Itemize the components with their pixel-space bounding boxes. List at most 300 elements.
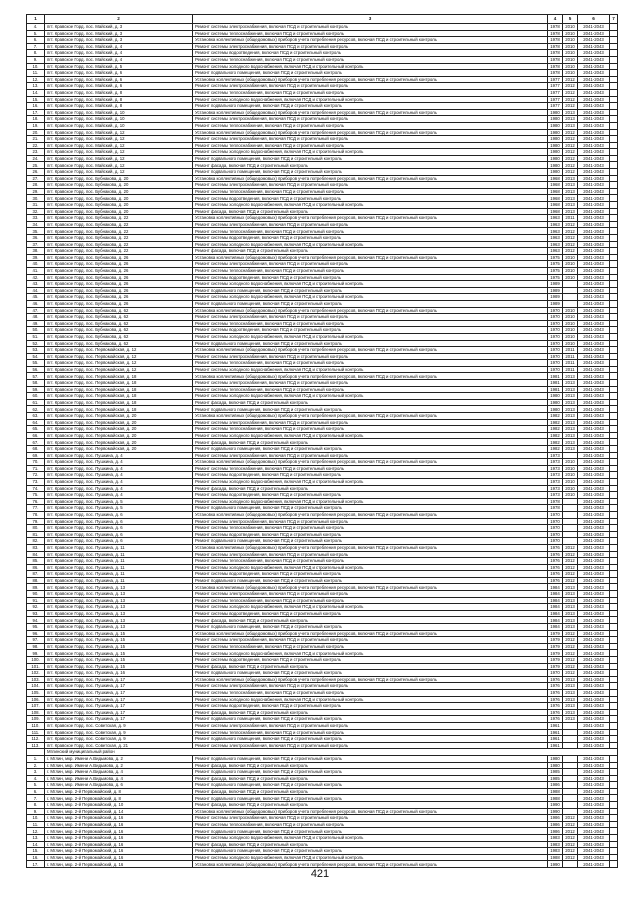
extra-cell	[610, 340, 618, 347]
period-cell: 2041-2043	[578, 755, 610, 762]
table-row	[27, 83, 618, 90]
period-cell: 2041-2043	[578, 676, 610, 683]
work-type-cell: Ремонт системы электроснабжения, включая ПСД и строительный контроль	[193, 43, 548, 50]
build-year-cell: 1975	[548, 274, 563, 281]
repair-year-cell	[563, 769, 578, 776]
row-number-cell: 101.	[27, 663, 45, 670]
table-row	[27, 386, 618, 393]
table-row	[27, 683, 618, 690]
repair-year-cell: 2010	[563, 492, 578, 499]
build-year-cell: 1970	[548, 307, 563, 314]
period-cell: 2041-2043	[578, 511, 610, 518]
build-year-cell: 1963	[548, 221, 563, 228]
table-row	[27, 459, 618, 466]
work-type-cell: Ремонт системы теплоснабжения, включая ПСД и строительный контроль	[193, 643, 548, 650]
period-cell: 2041-2043	[578, 775, 610, 782]
table-row	[27, 571, 618, 578]
row-number-cell: 104.	[27, 683, 45, 690]
repair-year-cell: 2013	[563, 617, 578, 624]
table-row	[27, 531, 618, 538]
build-year-cell: 1984	[548, 617, 563, 624]
work-type-cell: Ремонт системы электроснабжения, включая ПСД и строительный контроль	[193, 591, 548, 598]
repair-year-cell	[563, 531, 578, 538]
period-cell: 2041-2043	[578, 736, 610, 743]
address-cell: г. Мглин, мкр. Имени А.Видьмова, д. 4	[45, 769, 193, 776]
row-number-cell: 76.	[27, 498, 45, 505]
row-number-cell: 12.	[27, 828, 45, 835]
address-cell: пгт. Кравское Горд. пос. Майский, д. 12	[45, 142, 193, 149]
period-cell: 2041-2043	[578, 24, 610, 31]
period-cell: 2041-2043	[578, 722, 610, 729]
work-type-cell: Ремонт системы водоотведения, включая ПСД и строительный контроль	[193, 472, 548, 479]
period-cell: 2041-2043	[578, 663, 610, 670]
work-type-cell: Ремонт подвального помещения, включая ПСД и строительный контроль	[193, 287, 548, 294]
build-year-cell: 1970	[548, 320, 563, 327]
address-cell: пгт. Кравское Горд. пос. Бубнакова, д. 26	[45, 300, 193, 307]
table-row	[27, 30, 618, 37]
address-cell: пгт. Кравское Горд. пос. Пушкина, д. 15	[45, 637, 193, 644]
build-year-cell: 1980	[548, 155, 563, 162]
address-cell: пгт. Кравское Горд. пос. Пушкина, д. 4	[45, 465, 193, 472]
extra-cell	[610, 676, 618, 683]
repair-year-cell: 2012	[563, 564, 578, 571]
row-number-cell: 112.	[27, 736, 45, 743]
work-type-cell: Ремонт системы холодного водоснабжения, включая ПСД и строительный контроль	[193, 241, 548, 248]
repair-year-cell: 2012	[563, 248, 578, 255]
extra-cell	[610, 149, 618, 156]
extra-cell	[610, 380, 618, 387]
work-type-cell: Ремонт подвального помещения, включая ПСД и строительный контроль	[193, 782, 548, 789]
address-cell: пгт. Кравское Горд. пос. Пушкина, д. 4	[45, 485, 193, 492]
repair-year-cell: 2012	[563, 551, 578, 558]
extra-cell	[610, 683, 618, 690]
table-row	[27, 518, 618, 525]
address-cell: пгт. Кравское Горд. пос. Пушкина, д. 11	[45, 558, 193, 565]
work-type-cell: Ремонт системы водоотведения, включая ПСД и строительный контроль	[193, 195, 548, 202]
table-row	[27, 136, 618, 143]
row-number-cell: 9.	[27, 56, 45, 63]
period-cell: 2041-2043	[578, 37, 610, 44]
period-cell: 2041-2043	[578, 670, 610, 677]
work-type-cell: Ремонт подвального помещения, включая ПСД и строительный контроль	[193, 848, 548, 855]
period-cell: 2041-2043	[578, 769, 610, 776]
extra-cell	[610, 446, 618, 453]
row-number-cell: 45.	[27, 294, 45, 301]
address-cell: пгт. Кравское Горд. пос. Бубнакова, д. 26	[45, 274, 193, 281]
table-row	[27, 848, 618, 855]
table-row	[27, 76, 618, 83]
row-number-cell: 105.	[27, 689, 45, 696]
extra-cell	[610, 215, 618, 222]
extra-cell	[610, 307, 618, 314]
address-cell: пгт. Кравское Горд. пос. Майский, д. 12	[45, 136, 193, 143]
extra-cell	[610, 538, 618, 545]
repair-year-cell	[563, 281, 578, 288]
page-number: 421	[310, 868, 330, 880]
build-year-cell: 1986	[548, 828, 563, 835]
build-year-cell: 1978	[548, 30, 563, 37]
row-number-cell: 71.	[27, 465, 45, 472]
period-cell: 2041-2043	[578, 518, 610, 525]
work-type-cell: Ремонт системы теплоснабжения, включая ПСД и строительный контроль	[193, 89, 548, 96]
table-row	[27, 828, 618, 835]
work-type-cell: Установка коллективных (общедомовых) приборов учета потребления ресурсов, включая ПСД и строительный контроль	[193, 630, 548, 637]
row-number-cell: 10.	[27, 63, 45, 70]
work-type-cell: Установка коллективных (общедомовых) приборов учета потребления ресурсов, включая ПСД и строительный контроль	[193, 808, 548, 815]
table-row	[27, 287, 618, 294]
extra-cell	[610, 248, 618, 255]
build-year-cell: 1980	[548, 169, 563, 176]
period-cell: 2041-2043	[578, 432, 610, 439]
work-type-cell: Ремонт системы водоотведения, включая ПСД и строительный контроль	[193, 531, 548, 538]
period-cell: 2041-2043	[578, 472, 610, 479]
address-cell: г. Мглин, мкр. 2-й Первомайский, д. 16	[45, 821, 193, 828]
table-row	[27, 426, 618, 433]
repair-year-cell	[563, 861, 578, 868]
work-type-cell: Ремонт системы холодного водоснабжения, включая ПСД и строительный контроль	[193, 564, 548, 571]
address-cell: пгт. Кравское Горд. пос. Пушкина, д. 11	[45, 551, 193, 558]
table-row	[27, 439, 618, 446]
work-type-cell: Ремонт фасада, включая ПСД и строительный контроль	[193, 762, 548, 769]
extra-cell	[610, 195, 618, 202]
header-row	[27, 15, 618, 24]
work-type-cell: Ремонт подвального помещения, включая ПСД и строительный контроль	[193, 169, 548, 176]
repair-year-cell: 2012	[563, 571, 578, 578]
build-year-cell: 1970	[548, 366, 563, 373]
build-year-cell: 1984	[548, 584, 563, 591]
build-year-cell: 1980	[548, 116, 563, 123]
extra-cell	[610, 689, 618, 696]
work-type-cell: Ремонт системы электроснабжения, включая ПСД и строительный контроль	[193, 353, 548, 360]
repair-year-cell: 2010	[563, 254, 578, 261]
table-row	[27, 630, 618, 637]
repair-year-cell: 2012	[563, 835, 578, 842]
period-cell: 2041-2043	[578, 43, 610, 50]
address-cell: пгт. Кравское Горд. пос. Пушкина, д. 4	[45, 472, 193, 479]
address-cell: пгт. Кравское Горд. пос. Бубнакова, д. 62	[45, 307, 193, 314]
row-number-cell: 54.	[27, 353, 45, 360]
extra-cell	[610, 122, 618, 129]
repair-year-cell: 2010	[563, 333, 578, 340]
row-number-cell: 89.	[27, 584, 45, 591]
row-number-cell: 72.	[27, 472, 45, 479]
build-year-cell: 1963	[548, 228, 563, 235]
table-row	[27, 393, 618, 400]
period-cell: 2041-2043	[578, 399, 610, 406]
extra-cell	[610, 136, 618, 143]
repair-year-cell: 2012	[563, 89, 578, 96]
table-row	[27, 254, 618, 261]
extra-cell	[610, 788, 618, 795]
build-year-cell: 1979	[548, 650, 563, 657]
work-type-cell: Ремонт системы электроснабжения, включая ПСД и строительный контроль	[193, 116, 548, 123]
work-type-cell: Установка коллективных (общедомовых) приборов учета потребления ресурсов, включая ПСД и строительный контроль	[193, 254, 548, 261]
row-number-cell: 38.	[27, 248, 45, 255]
period-cell: 2041-2043	[578, 413, 610, 420]
extra-cell	[610, 83, 618, 90]
address-cell: пгт. Кравское Горд. пос. Пушкина, д. 17	[45, 709, 193, 716]
table-row	[27, 736, 618, 743]
period-cell: 2041-2043	[578, 142, 610, 149]
period-cell: 2041-2043	[578, 373, 610, 380]
extra-cell	[610, 413, 618, 420]
period-cell: 2041-2043	[578, 188, 610, 195]
build-year-cell: 1968	[548, 195, 563, 202]
extra-cell	[610, 478, 618, 485]
table-row	[27, 56, 618, 63]
extra-cell	[610, 182, 618, 189]
repair-year-cell: 2010	[563, 30, 578, 37]
row-number-cell: 50.	[27, 327, 45, 334]
repair-year-cell	[563, 742, 578, 749]
period-cell: 2041-2043	[578, 848, 610, 855]
work-type-cell: Ремонт подвального помещения, включая ПСД и строительный контроль	[193, 538, 548, 545]
work-type-cell: Ремонт фасада, включая ПСД и строительный контроль	[193, 248, 548, 255]
repair-year-cell: 2012	[563, 637, 578, 644]
address-cell: г. Мглин, мкр. 2-й Первомайский, д. 14	[45, 808, 193, 815]
repair-year-cell: 2013	[563, 604, 578, 611]
work-type-cell: Ремонт фасада, включая ПСД и строительный контроль	[193, 841, 548, 848]
row-number-cell: 87.	[27, 571, 45, 578]
period-cell: 2041-2043	[578, 406, 610, 413]
work-type-cell: Ремонт системы теплоснабжения, включая ПСД и строительный контроль	[193, 188, 548, 195]
period-cell: 2041-2043	[578, 287, 610, 294]
work-type-cell: Ремонт подвального помещения, включая ПСД и строительный контроль	[193, 755, 548, 762]
table-row	[27, 333, 618, 340]
address-cell: пгт. Кравское Горд. пос. Пушкина, д. 11	[45, 564, 193, 571]
work-type-cell: Ремонт системы теплоснабжения, включая ПСД и строительный контроль	[193, 30, 548, 37]
row-number-cell: 32.	[27, 208, 45, 215]
period-cell: 2041-2043	[578, 531, 610, 538]
period-cell: 2041-2043	[578, 109, 610, 116]
period-cell: 2041-2043	[578, 215, 610, 222]
build-year-cell: 1982	[548, 446, 563, 453]
build-year-cell: 1979	[548, 637, 563, 644]
period-cell: 2041-2043	[578, 709, 610, 716]
work-type-cell: Установка коллективных (общедомовых) приборов учета потребления ресурсов, включая ПСД и строительный контроль	[193, 861, 548, 868]
table-row	[27, 808, 618, 815]
period-cell: 2041-2043	[578, 50, 610, 57]
repair-year-cell	[563, 782, 578, 789]
row-number-cell: 41.	[27, 267, 45, 274]
table-row	[27, 663, 618, 670]
build-year-cell: 1979	[548, 657, 563, 664]
address-cell: пгт. Кравское Горд. пос. Бубнакова, д. 20	[45, 208, 193, 215]
period-cell: 2041-2043	[578, 281, 610, 288]
period-cell: 2041-2043	[578, 89, 610, 96]
row-number-cell: 44.	[27, 287, 45, 294]
period-cell: 2041-2043	[578, 439, 610, 446]
work-type-cell: Ремонт системы водоотведения, включая ПСД и строительный контроль	[193, 327, 548, 334]
repair-year-cell: 2010	[563, 24, 578, 31]
period-cell: 2041-2043	[578, 591, 610, 598]
extra-cell	[610, 835, 618, 842]
table-row	[27, 24, 618, 31]
address-cell: пгт. Кравское Горд. пос. Первомайская, д. 18	[45, 406, 193, 413]
build-year-cell: 1970	[548, 518, 563, 525]
period-cell: 2041-2043	[578, 538, 610, 545]
work-type-cell: Ремонт фасада, включая ПСД и строительный контроль	[193, 788, 548, 795]
row-number-cell: 28.	[27, 182, 45, 189]
repair-year-cell: 2010	[563, 37, 578, 44]
table-row	[27, 169, 618, 176]
table-row	[27, 788, 618, 795]
repair-year-cell: 2012	[563, 558, 578, 565]
extra-cell	[610, 439, 618, 446]
work-type-cell: Ремонт системы холодного водоснабжения, включая ПСД и строительный контроль	[193, 96, 548, 103]
repair-year-cell	[563, 294, 578, 301]
row-number-cell: 25.	[27, 162, 45, 169]
build-year-cell: 1961	[548, 729, 563, 736]
extra-cell	[610, 24, 618, 31]
table-row	[27, 610, 618, 617]
row-number-cell: 85.	[27, 558, 45, 565]
period-cell: 2041-2043	[578, 610, 610, 617]
table-row	[27, 50, 618, 57]
row-number-cell: 48.	[27, 314, 45, 321]
table-row	[27, 551, 618, 558]
repair-year-cell: 2013	[563, 676, 578, 683]
period-cell: 2041-2043	[578, 169, 610, 176]
work-type-cell: Установка коллективных (общедомовых) приборов учета потребления ресурсов, включая ПСД и строительный контроль	[193, 175, 548, 182]
table-row	[27, 597, 618, 604]
extra-cell	[610, 274, 618, 281]
period-cell: 2041-2043	[578, 129, 610, 136]
repair-year-cell: 2013	[563, 195, 578, 202]
build-year-cell: 1982	[548, 419, 563, 426]
build-year-cell: 1980	[548, 162, 563, 169]
work-type-cell: Установка коллективных (общедомовых) приборов учета потребления ресурсов, включая ПСД и строительный контроль	[193, 511, 548, 518]
build-year-cell: 1984	[548, 610, 563, 617]
extra-cell	[610, 558, 618, 565]
address-cell: пгт. Кравское Горд. пос. Пушкина, д. 16	[45, 670, 193, 677]
build-year-cell: 1983	[548, 848, 563, 855]
period-cell: 2041-2043	[578, 564, 610, 571]
build-year-cell: 1968	[548, 175, 563, 182]
extra-cell	[610, 76, 618, 83]
address-cell: г. Мглин, мкр. 2-й Первомайский, д. 16	[45, 841, 193, 848]
extra-cell	[610, 617, 618, 624]
repair-year-cell: 2013	[563, 426, 578, 433]
address-cell: пгт. Кравское Горд. пос. Пушкина, д. 5	[45, 498, 193, 505]
build-year-cell: 1980	[548, 129, 563, 136]
extra-cell	[610, 841, 618, 848]
extra-cell	[610, 287, 618, 294]
build-year-cell: 1970	[548, 531, 563, 538]
period-cell: 2041-2043	[578, 597, 610, 604]
table-row	[27, 775, 618, 782]
work-type-cell: Ремонт системы электроснабжения, включая ПСД и строительный контроль	[193, 518, 548, 525]
build-year-cell: 1978	[548, 56, 563, 63]
repair-year-cell: 2012	[563, 848, 578, 855]
table-row	[27, 340, 618, 347]
address-cell: пгт. Кравское Горд. пос. Бубнакова, д. 26	[45, 261, 193, 268]
build-year-cell: 1980	[548, 762, 563, 769]
repair-year-cell: 2012	[563, 650, 578, 657]
table-row	[27, 835, 618, 842]
work-type-cell: Ремонт фасада, включая ПСД и строительный контроль	[193, 439, 548, 446]
work-type-cell: Ремонт системы теплоснабжения, включая ПСД и строительный контроль	[193, 56, 548, 63]
address-cell: пгт. Кравское Горд. пос. Пушкина, д. 15	[45, 630, 193, 637]
repair-year-cell: 2013	[563, 446, 578, 453]
table-row	[27, 37, 618, 44]
address-cell: пгт. Кравское Горд. пос. Майский, д. 12	[45, 162, 193, 169]
build-year-cell: 1981	[548, 380, 563, 387]
period-cell: 2041-2043	[578, 235, 610, 242]
extra-cell	[610, 228, 618, 235]
period-cell: 2041-2043	[578, 426, 610, 433]
table-row	[27, 643, 618, 650]
extra-cell	[610, 861, 618, 868]
row-number-cell: 92.	[27, 604, 45, 611]
extra-cell	[610, 736, 618, 743]
repair-year-cell: 2013	[563, 591, 578, 598]
extra-cell	[610, 821, 618, 828]
period-cell: 2041-2043	[578, 446, 610, 453]
period-cell: 2041-2043	[578, 386, 610, 393]
build-year-cell: 1976	[548, 676, 563, 683]
address-cell: пгт. Кравское Горд. пос. Первомайская, д. 20	[45, 439, 193, 446]
row-number-cell: 6.	[27, 788, 45, 795]
extra-cell	[610, 577, 618, 584]
work-type-cell: Установка коллективных (общедомовых) приборов учета потребления ресурсов, включая ПСД и строительный контроль	[193, 307, 548, 314]
repair-year-cell: 2012	[563, 821, 578, 828]
table-row	[27, 821, 618, 828]
address-cell: пгт. Кравское Горд. пос. Пушкина, д. 17	[45, 716, 193, 723]
build-year-cell: 1976	[548, 709, 563, 716]
row-number-cell: 75.	[27, 492, 45, 499]
build-year-cell: 1980	[548, 122, 563, 129]
period-cell: 2041-2043	[578, 835, 610, 842]
row-number-cell: 27.	[27, 175, 45, 182]
header-cell: 7	[610, 15, 618, 24]
row-number-cell: 96.	[27, 630, 45, 637]
table-row	[27, 63, 618, 70]
extra-cell	[610, 709, 618, 716]
address-cell: пгт. Кравское Горд. пос. Пушкина, д. 13	[45, 597, 193, 604]
address-cell: пгт. Кравское Горд. пос. Пушкина, д. 15	[45, 643, 193, 650]
extra-cell	[610, 485, 618, 492]
period-cell: 2041-2043	[578, 729, 610, 736]
extra-cell	[610, 854, 618, 861]
row-number-cell: 16.	[27, 854, 45, 861]
repair-year-cell: 2013	[563, 432, 578, 439]
row-number-cell: 64.	[27, 419, 45, 426]
repair-year-cell: 2011	[563, 215, 578, 222]
table-row	[27, 703, 618, 710]
extra-cell	[610, 696, 618, 703]
work-type-cell: Ремонт фасада, включая ПСД и строительный контроль	[193, 775, 548, 782]
extra-cell	[610, 511, 618, 518]
extra-cell	[610, 360, 618, 367]
address-cell: пгт. Кравское Горд. пос. Бубнакова, д. 20	[45, 202, 193, 209]
table-row	[27, 327, 618, 334]
address-cell: г. Мглин, мкр. 2-й Первомайский, д. 16	[45, 835, 193, 842]
work-type-cell: Ремонт системы электроснабжения, включая ПСД и строительный контроль	[193, 221, 548, 228]
table-row	[27, 722, 618, 729]
row-number-cell: 59.	[27, 386, 45, 393]
row-number-cell: 19.	[27, 122, 45, 129]
row-number-cell: 62.	[27, 406, 45, 413]
period-cell: 2041-2043	[578, 202, 610, 209]
build-year-cell: 1980	[548, 149, 563, 156]
repair-year-cell: 2013	[563, 380, 578, 387]
address-cell: пгт. Кравское Горд. пос. Майский, д. 4	[45, 43, 193, 50]
period-cell: 2041-2043	[578, 228, 610, 235]
extra-cell	[610, 63, 618, 70]
build-year-cell: 1968	[548, 182, 563, 189]
work-type-cell: Ремонт подвального помещения, включая ПСД и строительный контроль	[193, 300, 548, 307]
